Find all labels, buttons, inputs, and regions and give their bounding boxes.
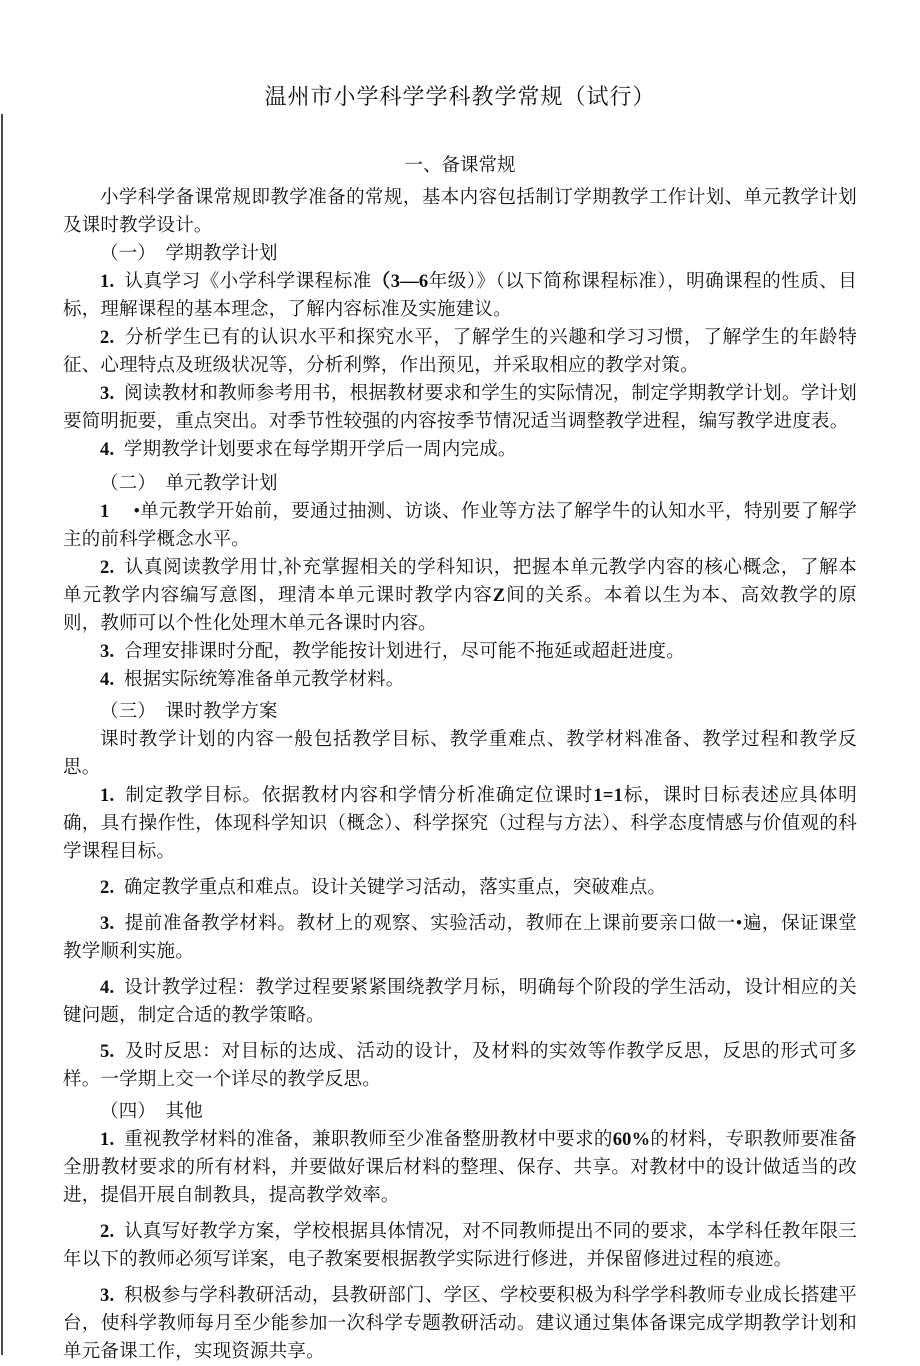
bold-text-segment: 3. (100, 384, 115, 404)
paragraph (63, 1038, 857, 1094)
bold-text-segment: 4. (100, 978, 115, 998)
paragraph (63, 436, 857, 464)
paragraph (63, 1126, 857, 1210)
text-segment: •单元教学开始前，要通过抽测、访谈、作业等方法了解学牛的认知水平，特别要了解学主的前科学概念水平。 (63, 502, 857, 550)
text-segment: 小学科学备课常规即教学准备的常规，基本内容包括制订学期教学工作计划、单元教学计划及课时教学设计。 (63, 188, 857, 236)
paragraph (63, 910, 857, 966)
text-segment: 重视教学材料的准备，兼职教师至少准备整册教材中要求的 (114, 1130, 613, 1150)
bold-text-segment: 1=1 (593, 786, 624, 806)
bold-text-segment: （3—6 (371, 272, 429, 292)
paragraph (63, 380, 857, 436)
paragraph (63, 184, 857, 240)
document-body (63, 184, 857, 1366)
paragraph (63, 1282, 857, 1366)
paragraph (63, 874, 857, 902)
bold-text-segment: 2. (100, 878, 115, 898)
section-subheading (63, 1098, 857, 1126)
text-segment: 课时教学计划的内容一般包括教学目标、教学重难点、教学材料准备、教学过程和教学反思。 (63, 730, 857, 778)
paragraph (63, 638, 857, 666)
bold-text-segment: 5. (100, 1042, 115, 1062)
bold-text-segment: 2. (100, 558, 115, 578)
bold-text-segment: 1. (100, 786, 115, 806)
left-border-line (1, 114, 3, 1355)
bold-text-segment: 1 (100, 502, 110, 522)
paragraph (63, 498, 857, 554)
bold-text-segment: 3. (100, 642, 115, 662)
bold-text-segment: Z (492, 586, 506, 606)
bold-text-segment: 4. (100, 440, 115, 460)
text-segment: 学期教学计划要求在每学期开学后一周内完成。 (114, 440, 517, 460)
paragraph (63, 268, 857, 324)
paragraph (63, 1218, 857, 1274)
text-segment: （三） 课时教学方案 (100, 702, 278, 722)
bold-text-segment: 60% (612, 1130, 651, 1150)
text-segment: 年级）》（以下简称课程标准），明确课程的性质、目标，理解课程的基本理念，了解内容标准及实施建议。 (63, 272, 857, 320)
section-subheading (63, 240, 857, 268)
paragraph (63, 324, 857, 380)
text-segment: 分析学生已有的认识水平和探究水平，了解学生的兴趣和学习习惯，了解学生的年龄特征、心理特点及班级状况等，分析利弊，作出预见，并采取相应的教学对策。 (63, 328, 857, 376)
paragraph (63, 726, 857, 782)
text-segment: 确定教学重点和难点。设计关键学习活动，落实重点，突破难点。 (114, 878, 667, 898)
text-segment: 及时反思：对目标的达成、活动的设计，及材料的实效等作教学反思，反思的形式可多样。一学期上交一个详尽的教学反思。 (63, 1042, 857, 1090)
document-title: 温州市小学科学学科教学常规（试行） (264, 84, 656, 109)
text-segment: 的材料，专职教师要准备全册教材要求的所有材料，并要做好课后材料的整理、保存、共享。对教材中的设计做适当的改进，提倡开展自制教具，提高教学效率。 (63, 1130, 857, 1206)
bold-text-segment: 3. (100, 914, 115, 934)
text-segment: 标，课时日标表述应具体明确，具冇操作性，体现科学知识（概念）、科学探究（过程与方法）、科学态度情感与价值观的科学课程目标。 (63, 786, 858, 862)
text-segment: 认真阅读教学用廿,补充掌握相关的学科知识，把握本单元教学内容的核心概念，了解本单元教学内容编写意图，理清本单元课时教学内容 (63, 558, 857, 606)
bold-text-segment: 3. (100, 1286, 115, 1306)
bold-text-segment: 1. (100, 272, 115, 292)
text-segment: 认真学习《小学科学课程标准 (114, 272, 372, 292)
section-heading: 一、备课常规 (404, 156, 516, 176)
text-segment: 合理安排课时分配，教学能按计划进行，尽可能不拖延或超赶进度。 (114, 642, 685, 662)
paragraph (63, 782, 857, 866)
bold-text-segment: 1. (100, 1130, 115, 1150)
text-segment: （一） 学期教学计划 (100, 244, 278, 264)
text-segment: 阅读教材和教师参考用书，根据教材要求和学生的实际情况，制定学期教学计划。学计划要简明扼要，重点突出。对季节性较强的内容按季节情况适当调整教学进程，编写教学进度表。 (63, 384, 857, 432)
section-subheading (63, 470, 857, 498)
text-segment: 根据实际统筹准备单元教学材料。 (114, 670, 405, 690)
text-segment: 间的关系。本着以生为本、高效教学的原则，教师可以个性化处理木单元各课时内容。 (63, 586, 857, 634)
paragraph (63, 554, 857, 638)
bold-text-segment: 2. (100, 1222, 115, 1242)
text-segment: 制定教学目标。依据教材内容和学情分析准确定位课时 (114, 786, 594, 806)
document-content (63, 0, 857, 1366)
text-segment: （二） 单元教学计划 (100, 474, 278, 494)
text-segment: 设计教学过程：教学过程要紧紧围绕教学月标，明确每个阶段的学生活动，设计相应的关键问题，制定合适的教学策略。 (63, 978, 857, 1026)
text-segment: 积极参与学科教研活动，县教研部门、学区、学校要积极为科学学科教师专业成长搭建平台，使科学教师每月至少能参加一次科学专题教研活动。建议通过集体备课完成学期教学计划和单元备课工作，实现资源共享。 (63, 1286, 857, 1362)
bold-text-segment: 4. (100, 670, 115, 690)
paragraph (63, 974, 857, 1030)
text-segment: 提前准备教学材料。教材上的观察、实验活动，教师在上课前要亲口做一•遍，保证课堂教学顺利实施。 (63, 914, 857, 962)
paragraph (63, 666, 857, 694)
bold-text-segment: 2. (100, 328, 115, 348)
section-subheading (63, 698, 857, 726)
text-segment: 认真写好教学方案，学校根据具体情况，对不同教师提出不同的要求，本学科任教年限三年以下的教师必须写详案，电子教案要根据教学实际进行修进，并保留修进过程的痕迹。 (63, 1222, 857, 1270)
text-segment: （四） 其他 (100, 1102, 203, 1122)
